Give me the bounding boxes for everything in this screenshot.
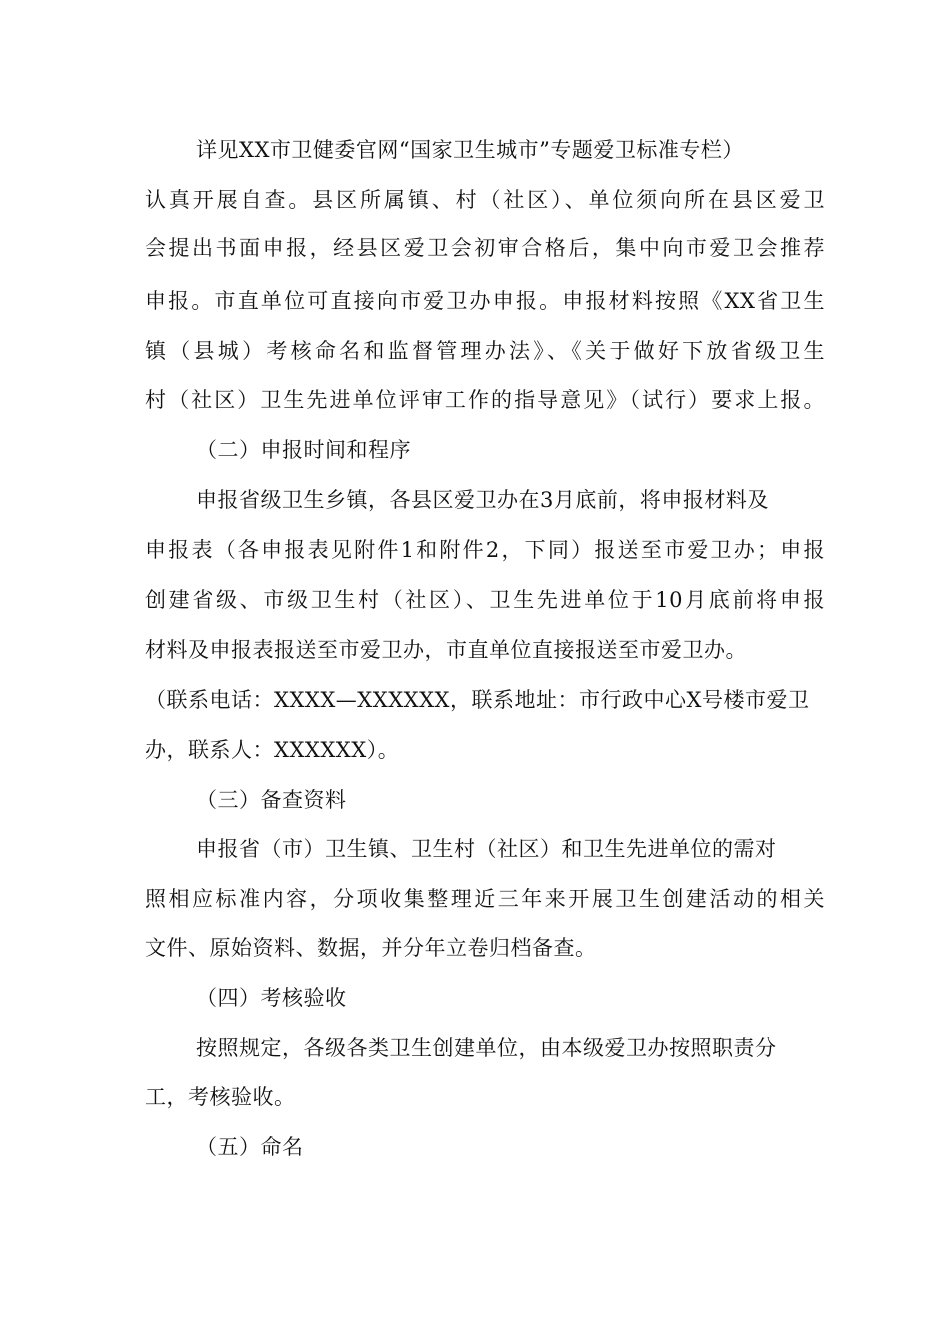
section-heading: （四）考核验收 xyxy=(196,986,347,1010)
paragraph-line: 认真开展自查。县区所属镇、村（社区）、单位须向所在县区爱卫 xyxy=(145,188,825,212)
paragraph-line: 办，联系人：XXXXXX）。 xyxy=(145,738,400,762)
paragraph-line: 工，考核验收。 xyxy=(145,1085,296,1109)
paragraph-line: （联系电话：XXXX—XXXXXX，联系地址：市行政中心X号楼市爱卫 xyxy=(145,688,810,712)
paragraph-line: 申报省（市）卫生镇、卫生村（社区）和卫生先进单位的需对 xyxy=(196,837,777,861)
paragraph-line: 创建省级、市级卫生村（社区）、卫生先进单位于10月底前将申报 xyxy=(145,588,825,612)
paragraph-line: 镇（县城）考核命名和监督管理办法》、《关于做好下放省级卫生 xyxy=(145,339,825,363)
section-heading: （二）申报时间和程序 xyxy=(196,438,411,462)
paragraph-line: 详见XX市卫健委官网“国家卫生城市”专题爱卫标准专栏） xyxy=(196,138,744,162)
section-heading: （五）命名 xyxy=(196,1135,304,1159)
paragraph-line: 申报表（各申报表见附件1和附件2，下同）报送至市爱卫办；申报 xyxy=(145,538,825,562)
paragraph-line: 照相应标准内容，分项收集整理近三年来开展卫生创建活动的相关 xyxy=(145,887,825,911)
paragraph-line: 材料及申报表报送至市爱卫办，市直单位直接报送至市爱卫办。 xyxy=(145,638,747,662)
paragraph-line: 村（社区）卫生先进单位评审工作的指导意见》（试行）要求上报。 xyxy=(145,388,825,412)
paragraph-line: 会提出书面申报，经县区爱卫会初审合格后，集中向市爱卫会推荐 xyxy=(145,236,825,260)
paragraph-line: 按照规定，各级各类卫生创建单位，由本级爱卫办按照职责分 xyxy=(196,1036,777,1060)
section-heading: （三）备查资料 xyxy=(196,788,347,812)
paragraph-line: 文件、原始资料、数据，并分年立卷归档备查。 xyxy=(145,936,597,960)
paragraph-line: 申报省级卫生乡镇，各县区爱卫办在3月底前，将申报材料及 xyxy=(196,488,769,512)
paragraph-line: 申报。市直单位可直接向市爱卫办申报。申报材料按照《XX省卫生 xyxy=(145,289,825,313)
